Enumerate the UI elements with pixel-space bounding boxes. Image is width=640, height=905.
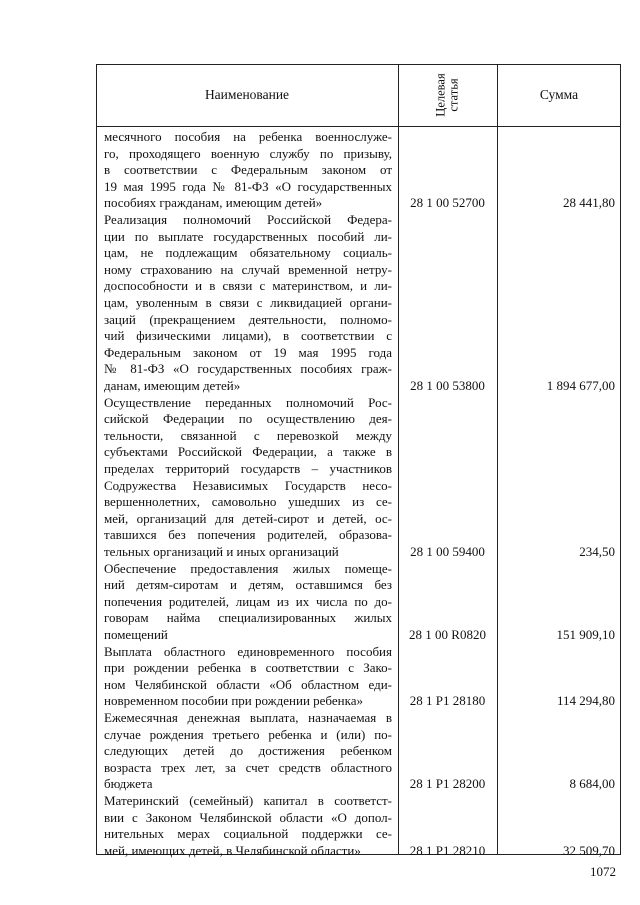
- row-text-line: новременном пособии при рождении ребенка»: [104, 693, 363, 709]
- row-text-line: попечения родителей, лицам из их числа по до-: [104, 593, 392, 609]
- column-divider: [497, 64, 498, 855]
- row-text-line: Содружества Независимых Государств несо-: [104, 477, 392, 493]
- row-text-line: пособиях гражданам, имеющим детей»: [104, 195, 323, 211]
- row-text-line: Осуществление переданных полномочий Рос-: [104, 394, 392, 410]
- row-sum: 151 909,10: [556, 627, 615, 642]
- row-text-line: ции по выплате государственных пособий ли-: [104, 228, 392, 244]
- page-number: 1072: [590, 864, 616, 879]
- row-text-line: нительных мерах социальной поддержки се-: [104, 826, 392, 842]
- row-sum: 114 294,80: [556, 693, 615, 709]
- row-target-article: 28 1 00 R0820: [409, 627, 486, 642]
- row-text-line: 19 мая 1995 года № 81-ФЗ «О государственных: [104, 178, 392, 194]
- row-text-line: заций (прекращением деятельности, полномо-: [104, 311, 392, 327]
- row-text-line: тельных организаций и иных организаций: [104, 544, 339, 559]
- row-text-line: сийской Федерации по осуществлению дея-: [104, 411, 392, 427]
- row-text-line: № 81-ФЗ «О государственных пособиях граж-: [104, 361, 392, 377]
- row-text-line: месячного пособия на ребенка военнослуже-: [104, 129, 392, 144]
- row-text-line: Обеспечение предоставления жилых помеще-: [104, 560, 392, 576]
- row-text-line: помещений: [104, 627, 168, 642]
- row-text-line: доспособности и в связи с материнством, и ли-: [104, 278, 392, 294]
- row-text-line: ному страхованию на случай временной нетру-: [104, 261, 392, 277]
- row-text-line: Реализация полномочий Российской Федера-: [104, 212, 392, 227]
- row-text-line: возраста трех лет, за счет средств областного: [104, 759, 392, 775]
- row-target-article: 28 1 00 53800: [410, 378, 485, 393]
- row-text-line: данам, имеющим детей»: [104, 378, 241, 393]
- row-text-line: Выплата областного единовременного пособия: [104, 643, 392, 659]
- header-sum: Сумма: [539, 87, 579, 102]
- row-text-line: пределах территорий государств – участников: [104, 461, 392, 476]
- row-text-line: чий физическими лицами), в соответствии с: [104, 328, 392, 344]
- row-text-line: случае рождения третьего ребенка и (или) по-: [104, 726, 392, 742]
- row-text-line: следующих детей до достижения ребенком: [104, 743, 392, 759]
- column-divider: [398, 64, 399, 855]
- row-text-line: в соответствии с Федеральным законом от: [104, 162, 392, 178]
- row-text-line: цам, не подлежащим обязательному социаль-: [104, 245, 392, 261]
- row-text-line: говорам найма специализированных жилых: [104, 610, 392, 626]
- header-name: Наименование: [204, 87, 290, 102]
- row-text-line: Федеральным законом от 19 мая 1995 года: [104, 344, 392, 360]
- row-text-line: при рождении ребенка в соответствии с Зако-: [104, 660, 392, 676]
- row-target-article: 28 1 00 52700: [410, 195, 485, 211]
- header-code-line-1: Целевая: [433, 73, 448, 117]
- row-target-article: 28 1 00 59400: [410, 544, 485, 559]
- row-text-line: Материнский (семейный) капитал в соответст-: [104, 793, 392, 808]
- row-text-line: тельности, связанной с перевозкой между: [104, 427, 392, 443]
- row-text-line: тавшихся без попечения родителей, образова-: [104, 527, 392, 543]
- row-text-line: мей, имеющих детей, в Челябинской области»: [104, 842, 361, 858]
- row-text-line: ном Челябинской области «Об областном еди-: [104, 676, 392, 692]
- row-text-line: вии с Законом Челябинской области «О допол-: [104, 809, 392, 825]
- row-text-line: цам, уволенным в связи с ликвидацией органи-: [104, 295, 392, 310]
- row-target-article: 28 1 P1 28210: [409, 842, 486, 858]
- row-sum: 234,50: [579, 544, 615, 559]
- row-target-article: 28 1 P1 28200: [409, 776, 486, 792]
- row-text-line: субъектами Российской Федерации, а также в: [104, 444, 392, 460]
- header-code-line-2: статья: [446, 78, 461, 112]
- row-text-line: ний детям-сиротам и детям, оставшимся без: [104, 577, 392, 593]
- header-target-article: [398, 64, 497, 126]
- row-sum: 28 441,80: [563, 195, 615, 211]
- row-sum: 8 684,00: [569, 776, 615, 792]
- row-text-line: бюджета: [104, 776, 153, 792]
- row-text-line: Ежемесячная денежная выплата, назначаемая в: [104, 710, 392, 725]
- row-target-article: 28 1 P1 28180: [409, 693, 486, 709]
- row-sum: 32 509,70: [563, 842, 615, 858]
- row-sum: 1 894 677,00: [546, 378, 615, 393]
- header-divider: [96, 126, 621, 127]
- row-text-line: мей, организаций для детей-сирот и детей, ос-: [104, 510, 392, 526]
- row-text-line: го, проходящего военную службу по призыву,: [104, 145, 392, 161]
- row-text-line: вершеннолетних, самовольно ушедших из се-: [104, 494, 392, 510]
